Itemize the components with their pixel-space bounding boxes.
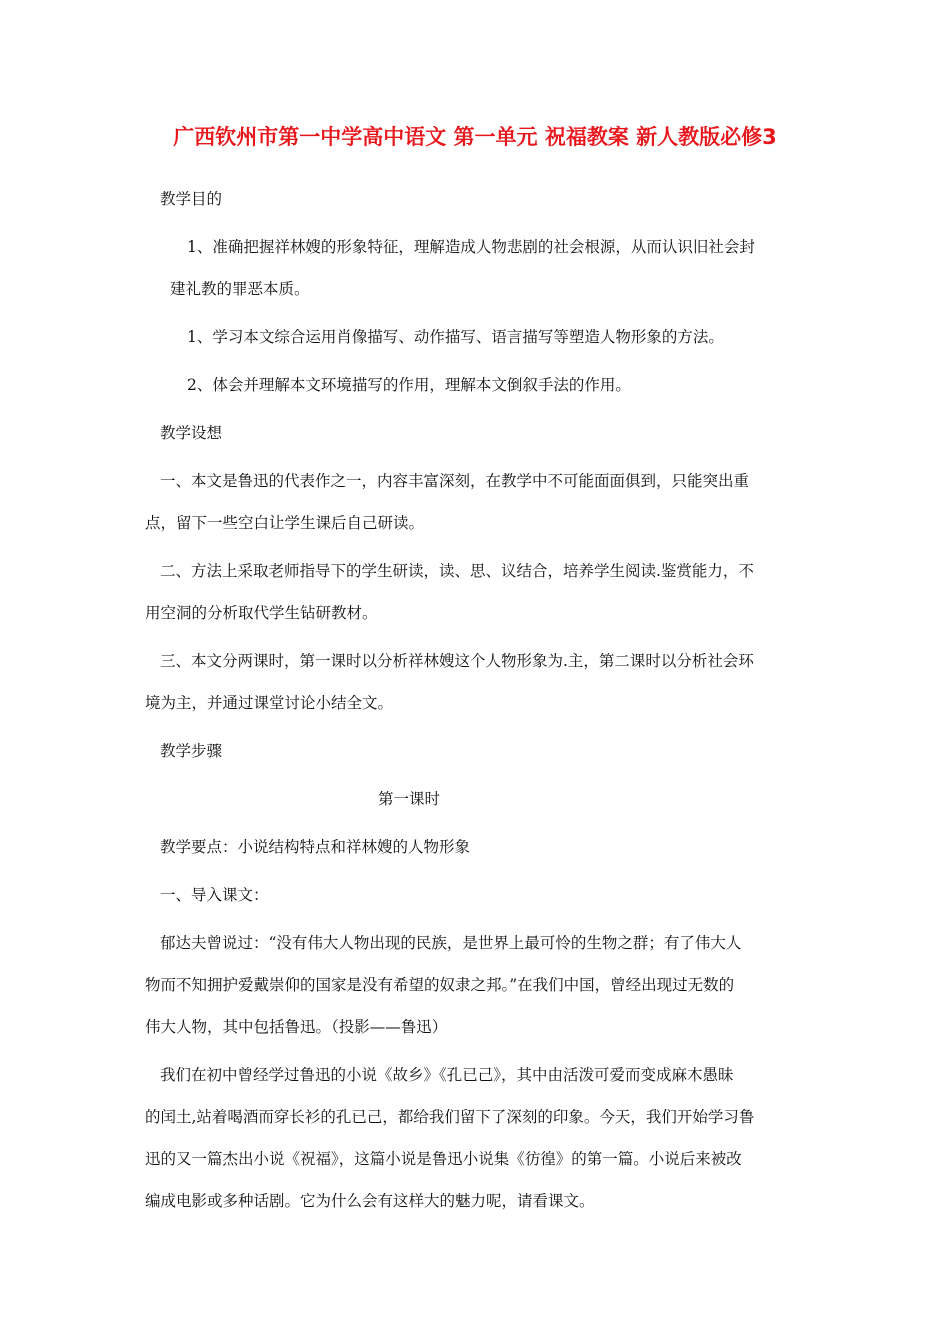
document-title: 广西钦州市第一中学高中语文 第一单元 祝福教案 新人教版必修3 (173, 125, 777, 149)
intro-p1-line3: 伟大人物，其中包括鲁迅。（投影——鲁迅） (145, 1018, 448, 1036)
design-3-line1: 三、本文分两课时，第一课时以分析祥林嫂这个人物形象为.主，第二课时以分析社会环 (160, 652, 754, 670)
lesson-heading: 第一课时 (378, 790, 441, 808)
intro-heading: 一、导入课文： (160, 886, 269, 904)
intro-p2-line4: 编成电影或多种话剧。它为什么会有这样大的魅力呢，请看课文。 (145, 1192, 595, 1210)
intro-p1-line1: 郁达夫曾说过：“没有伟大人物出现的民族，是世界上最可怜的生物之群；有了伟大人 (160, 934, 742, 952)
intro-p2-line3: 迅的又一篇杰出小说《祝福》，这篇小说是鲁迅小说集《彷徨》的第一篇。小说后来被改 (145, 1150, 742, 1168)
objectives-heading: 教学目的 (160, 190, 223, 208)
design-2-line1: 二、方法上采取老师指导下的学生研读，读、思、议结合，培养学生阅读.鉴赏能力，不 (160, 562, 754, 580)
objective-3: 2、体会并理解本文环境描写的作用，理解本文倒叙手法的作用。 (187, 376, 631, 394)
design-3-line2: 境为主，并通过课堂讨论小结全文。 (145, 694, 394, 712)
design-2-line2: 用空洞的分析取代学生钻研教材。 (145, 604, 378, 622)
objective-1-line2: 建礼教的罪恶本质。 (170, 280, 310, 298)
steps-heading: 教学步骤 (160, 742, 223, 760)
design-heading: 教学设想 (160, 424, 223, 442)
key-points: 教学要点：小说结构特点和祥林嫂的人物形象 (160, 838, 471, 856)
intro-p1-line2: 物而不知拥护爱戴崇仰的国家是没有希望的奴隶之邦。”在我们中国，曾经出现过无数的 (145, 976, 735, 994)
objective-1-line1: 1、准确把握祥林嫂的形象特征，理解造成人物悲剧的社会根源，从而认识旧社会封 (187, 238, 755, 256)
design-1-line1: 一、本文是鲁迅的代表作之一，内容丰富深刻，在教学中不可能面面俱到，只能突出重 (160, 472, 750, 490)
intro-p2-line2: 的闰土,站着喝酒而穿长衫的孔已己，都给我们留下了深刻的印象。今天，我们开始学习鲁 (145, 1108, 755, 1126)
objective-2: 1、学习本文综合运用肖像描写、动作描写、语言描写等塑造人物形象的方法。 (187, 328, 724, 346)
intro-p2-line1: 我们在初中曾经学过鲁迅的小说《故乡》《孔已己》，其中由活泼可爱而变成麻木愚昧 (160, 1066, 734, 1084)
design-1-line2: 点，留下一些空白让学生课后自己研读。 (145, 514, 425, 532)
